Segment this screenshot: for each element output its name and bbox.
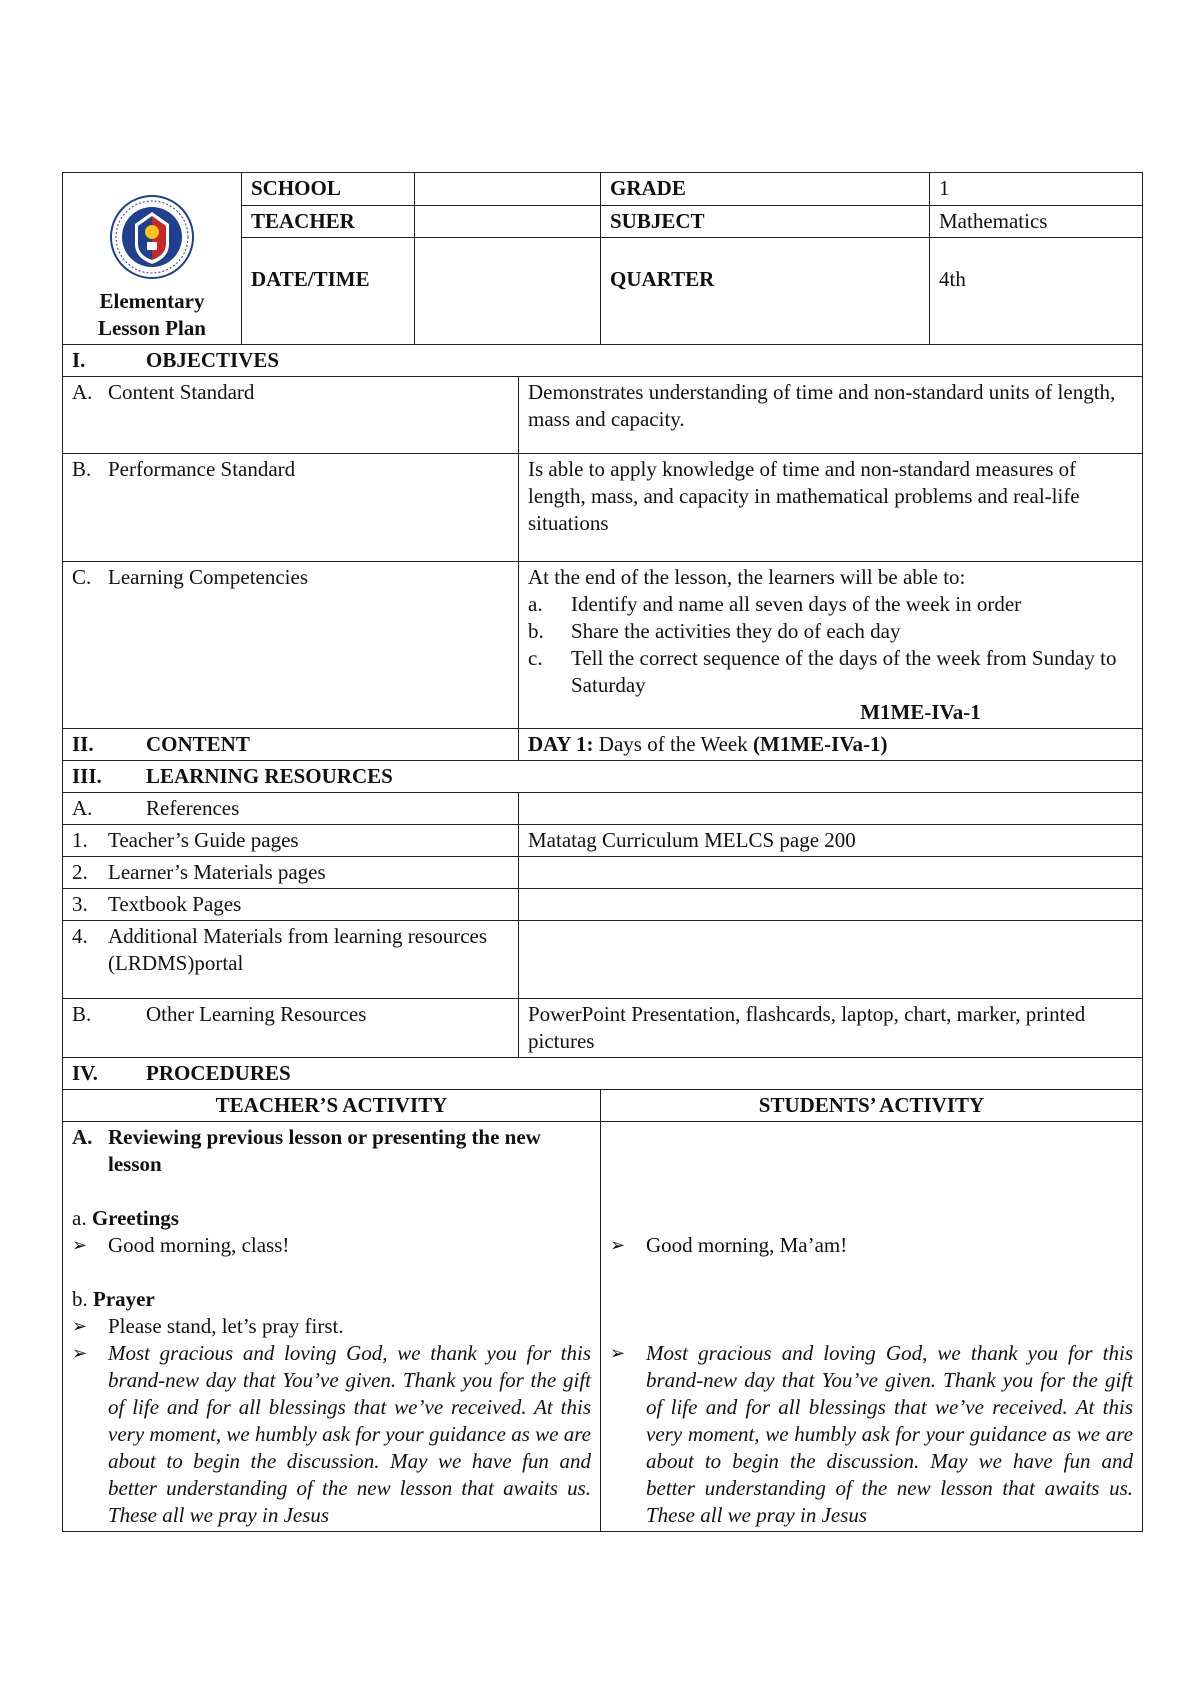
prayer-title: b. Prayer (72, 1287, 155, 1311)
learners-materials-label: 2. Learner’s Materials pages (63, 857, 519, 889)
list-item: b. Share the activities they do of each day (528, 619, 901, 643)
learning-competencies-label: C. Learning Competencies (63, 562, 519, 729)
additional-materials-label: 4. Additional Materials from learning resources (LRDMS)portal (63, 921, 519, 999)
additional-materials-value (519, 921, 1143, 999)
teachers-guide-label: 1. Teacher’s Guide pages (63, 825, 519, 857)
list-item: a. Identify and name all seven days of the week in order (528, 592, 1022, 616)
other-resources-value: PowerPoint Presentation, flashcards, laptop, chart, marker, printed pictures (519, 999, 1143, 1058)
arrow-bullet-icon: ➢ (610, 1235, 626, 1256)
arrow-bullet-icon: ➢ (72, 1235, 88, 1256)
plan-title-line1: Elementary (99, 289, 205, 313)
header-table (62, 172, 1143, 345)
quarter-value[interactable]: 4th (930, 238, 1143, 345)
deped-seal-icon (109, 194, 195, 280)
objectives-heading: I. OBJECTIVES (63, 345, 1143, 377)
lesson-plan-document (62, 172, 1142, 1532)
content-standard-value: Demonstrates understanding of time and non-standard units of length, mass and capacity. (519, 377, 1143, 454)
teacher-activity-cell (63, 1122, 601, 1532)
logo-cell (63, 173, 242, 345)
arrow-bullet-icon: ➢ (72, 1343, 88, 1364)
arrow-bullet-icon: ➢ (72, 1316, 88, 1337)
references-label: A. References (63, 793, 519, 825)
student-activity-header: STUDENTS’ ACTIVITY (601, 1090, 1143, 1122)
school-label: SCHOOL (242, 173, 415, 206)
content-heading: II. CONTENT (63, 729, 519, 761)
learning-resources-heading: III. LEARNING RESOURCES (63, 761, 1143, 793)
textbook-pages-value (519, 889, 1143, 921)
quarter-label: QUARTER (601, 238, 930, 345)
teacher-label: TEACHER (242, 206, 415, 238)
competencies-list (528, 591, 1133, 699)
student-greeting: ➢ Good morning, Ma’am! (610, 1233, 848, 1257)
section-a-title: A. Reviewing previous lesson or presenting the new lesson (72, 1125, 541, 1176)
performance-standard-value: Is able to apply knowledge of time and non-standard measures of length, mass, and capacity in mathematical problems and real-life situations (519, 454, 1143, 562)
teacher-prayer-text: ➢ Most gracious and loving God, we thank you for this brand-new day that You’ve given. Thank you for the gift of life and for all blessings that we’ve received. At this very moment, we humbly ask for your guidance as we are about to begin the discussion. May we have fun and better understanding of the new lesson that awaits us. These all we pray in Jesus (72, 1341, 591, 1527)
teachers-guide-value: Matatag Curriculum MELCS page 200 (519, 825, 1143, 857)
arrow-bullet-icon: ➢ (610, 1343, 626, 1364)
greetings-title: a. Greetings (72, 1206, 179, 1230)
subject-label: SUBJECT (601, 206, 930, 238)
grade-label: GRADE (601, 173, 930, 206)
procedures-heading: IV. PROCEDURES (63, 1058, 1143, 1090)
teacher-prayer-intro: ➢ Please stand, let’s pray first. (72, 1314, 344, 1338)
learning-competencies-value (519, 562, 1143, 729)
school-value[interactable] (415, 173, 601, 206)
grade-value[interactable]: 1 (930, 173, 1143, 206)
content-standard-label: A. Content Standard (63, 377, 519, 454)
list-item: c. Tell the correct sequence of the days of the week from Sunday to Saturday (528, 646, 1117, 697)
datetime-label: DATE/TIME (242, 238, 415, 345)
teacher-value[interactable] (415, 206, 601, 238)
content-value: DAY 1: Days of the Week (M1ME-IVa-1) (519, 729, 1143, 761)
competency-code: M1ME-IVa-1 (860, 700, 981, 724)
datetime-value[interactable] (415, 238, 601, 345)
performance-standard-label: B. Performance Standard (63, 454, 519, 562)
procedures-table (62, 1089, 1143, 1532)
textbook-pages-label: 3. Textbook Pages (63, 889, 519, 921)
learners-materials-value (519, 857, 1143, 889)
other-resources-label: B. Other Learning Resources (63, 999, 519, 1058)
references-value (519, 793, 1143, 825)
subject-value[interactable]: Mathematics (930, 206, 1143, 238)
student-prayer-text: ➢ Most gracious and loving God, we thank you for this brand-new day that You’ve given. Thank you for the gift of life and for all blessings that we’ve received. At this very moment, we humbly ask for your guidance as we are about to begin the discussion. May we have fun and better understanding of the new lesson that awaits us. These all we pray in Jesus (610, 1341, 1133, 1527)
student-activity-cell (601, 1122, 1143, 1532)
teacher-activity-header: TEACHER’S ACTIVITY (63, 1090, 601, 1122)
competencies-intro: At the end of the lesson, the learners will be able to: (528, 565, 966, 589)
plan-title-line2: Lesson Plan (98, 316, 206, 340)
teacher-greeting: ➢ Good morning, class! (72, 1233, 290, 1257)
body-table (62, 344, 1143, 1090)
